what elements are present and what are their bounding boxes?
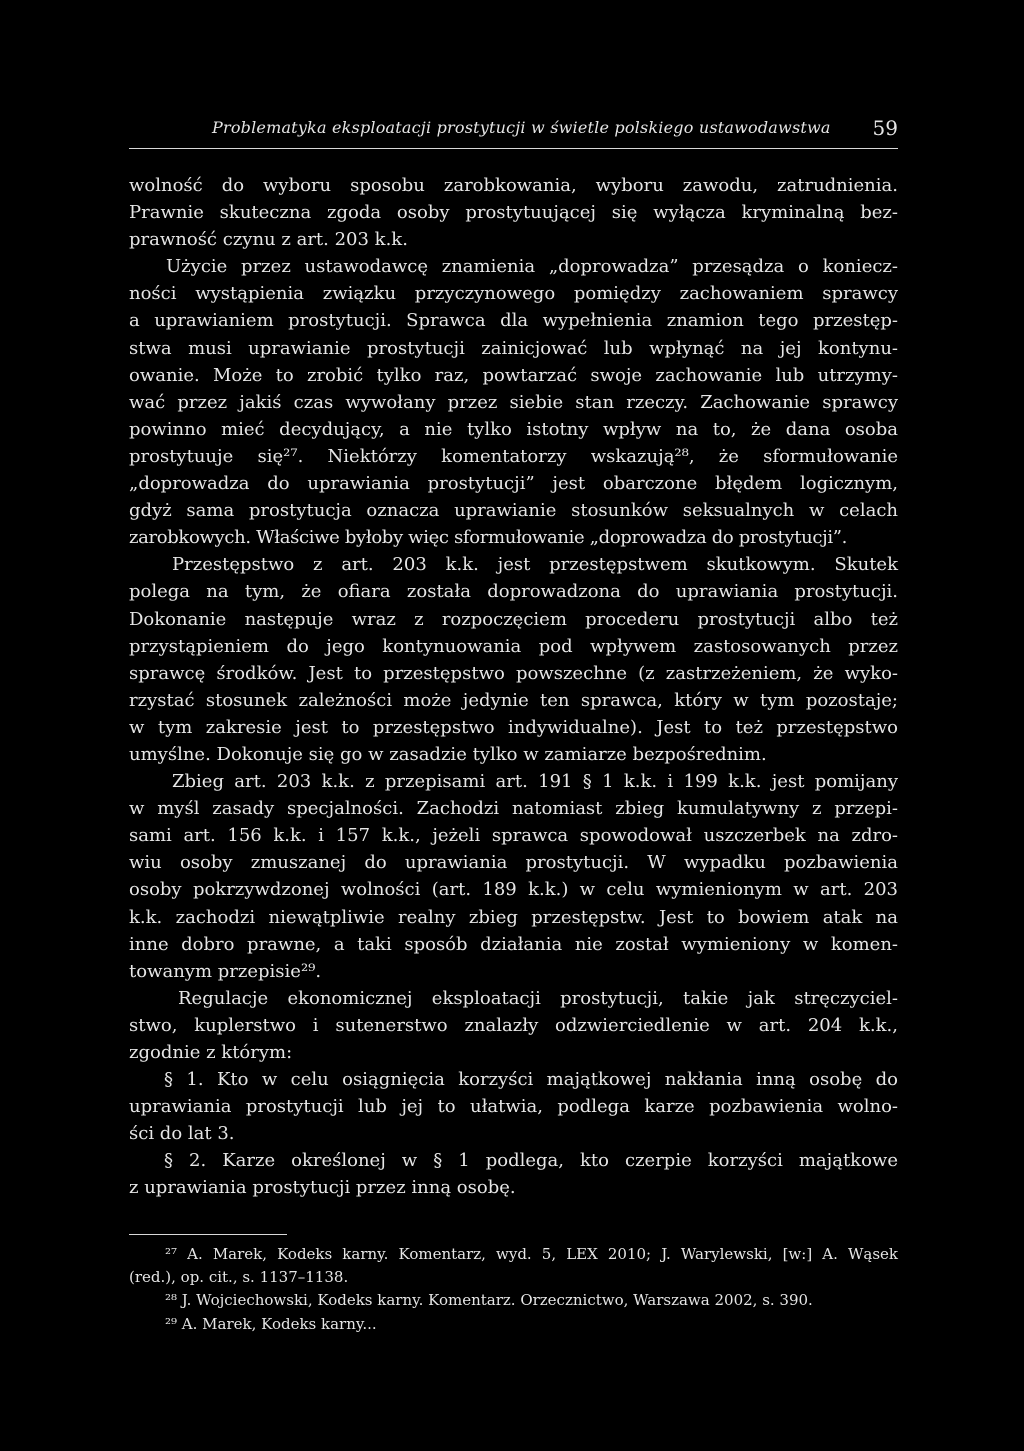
text-line: uprawiania prostytucji lub jej to ułatwia, podlega karze pozbawienia wolno- xyxy=(129,1096,898,1118)
text-line: towanym przepisie²⁹. xyxy=(129,960,322,982)
text-line: powinno mieć decydujący, a nie tylko istotny wpływ na to, że dana osoba xyxy=(129,418,898,440)
text-line: ności wystąpienia związku przyczynowego pomiędzy zachowaniem sprawcy xyxy=(129,283,898,305)
footnote-divider xyxy=(129,1234,287,1235)
text-line: zgodnie z którym: xyxy=(129,1042,293,1063)
text-line: a uprawianiem prostytucji. Sprawca dla wypełnienia znamion tego przestęp- xyxy=(129,310,898,332)
text-line: polega na tym, że ofiara została doprowadzona do uprawiania prostytucji. xyxy=(129,581,898,603)
text-line: wiu osoby zmuszanej do uprawiania prostytucji. W wypadku pozbawienia xyxy=(129,852,898,874)
text-line: ści do lat 3. xyxy=(129,1123,235,1145)
text-line: Przestępstwo z art. 203 k.k. jest przestępstwem skutkowym. Skutek xyxy=(172,554,898,576)
text-line: Zbieg art. 203 k.k. z przepisami art. 191 § 1 k.k. i 199 k.k. jest pomijany xyxy=(172,771,898,793)
page-number: 59 xyxy=(872,116,898,140)
footnote-line: ²⁹ A. Marek, Kodeks karny... xyxy=(165,1314,377,1333)
text-line: „doprowadza do uprawiania prostytucji” jest obarczone błędem logicznym, xyxy=(129,473,898,495)
text-line: umyślne. Dokonuje się go w zasadzie tylko w zamiarze bezpośrednim. xyxy=(129,743,767,765)
text-line: zarobkowych. Właściwe byłoby więc sformułowanie „doprowadza do prostytucji”. xyxy=(129,527,847,549)
text-line: § 2. Karze określonej w § 1 podlega, kto czerpie korzyści majątkowe xyxy=(164,1150,898,1172)
footnote-line: (red.), op. cit., s. 1137–1138. xyxy=(129,1268,349,1287)
text-line: Prawnie skuteczna zgoda osoby prostytuującej się wyłącza kryminalną bez- xyxy=(129,202,898,224)
text-line: Użycie przez ustawodawcę znamienia „doprowadza” przesądza o koniecz- xyxy=(166,256,898,278)
text-line: stwa musi uprawianie prostytucji zainicjować lub wpłynąć na jej kontynu- xyxy=(129,337,898,359)
text-line: wać przez jakiś czas wywołany przez siebie stan rzeczy. Zachowanie sprawcy xyxy=(129,391,898,413)
body-text xyxy=(129,172,898,1202)
text-line: wolność do wyboru sposobu zarobkowania, wyboru zawodu, zatrudnienia. xyxy=(129,175,898,196)
text-line: z uprawiania prostytucji przez inną osobę. xyxy=(129,1177,516,1199)
text-line: przystąpieniem do jego kontynuowania pod wpływem zastosowanych przez xyxy=(129,635,898,657)
text-line: owanie. Może to zrobić tylko raz, powtarzać swoje zachowanie lub utrzymy- xyxy=(129,364,898,386)
text-line: gdyż sama prostytucja oznacza uprawianie stosunków seksualnych w celach xyxy=(129,500,898,522)
footnote-line: ²⁸ J. Wojciechowski, Kodeks karny. Komentarz. Orzecznictwo, Warszawa 2002, s. 390. xyxy=(165,1291,813,1310)
text-line: rzystać stosunek zależności może jedynie ten sprawca, który w tym pozostaje; xyxy=(129,689,898,711)
text-line: w myśl zasady specjalności. Zachodzi natomiast zbieg kumulatywny z przepi- xyxy=(129,798,898,820)
text-line: inne dobro prawne, a taki sposób działania nie został wymieniony w komen- xyxy=(129,933,898,955)
text-line: sprawcę środków. Jest to przestępstwo powszechne (z zastrzeżeniem, że wyko- xyxy=(129,662,898,684)
text-line: osoby pokrzywdzonej wolności (art. 189 k.k.) w celu wymienionym w art. 203 xyxy=(129,879,898,901)
text-line: stwo, kuplerstwo i sutenerstwo znalazły odzwierciedlenie w art. 204 k.k., xyxy=(129,1014,898,1036)
footnotes xyxy=(129,1243,898,1336)
text-line: Regulacje ekonomicznej eksploatacji prostytucji, takie jak stręczyciel- xyxy=(178,987,898,1009)
running-title: Problematyka eksploatacji prostytucji w świetle polskiego ustawodawstwa xyxy=(212,118,831,137)
text-line: Dokonanie następuje wraz z rozpoczęciem procederu prostytucji albo też xyxy=(129,608,898,630)
text-line: w tym zakresie jest to przestępstwo indywidualne). Jest to też przestępstwo xyxy=(129,716,898,738)
footnote-line: ²⁷ A. Marek, Kodeks karny. Komentarz, wyd. 5, LEX 2010; J. Warylewski, [w:] A. Wąsek xyxy=(165,1245,898,1263)
text-line: sami art. 156 k.k. i 157 k.k., jeżeli sprawca spowodował uszczerbek na zdro- xyxy=(129,825,898,847)
text-line: prawność czynu z art. 203 k.k. xyxy=(129,229,408,251)
running-header xyxy=(129,112,898,149)
text-line: prostytuuje się²⁷. Niektórzy komentatorzy wskazują²⁸, że sformułowanie xyxy=(129,445,898,467)
text-line: k.k. zachodzi niewątpliwie realny zbieg przestępstw. Jest to bowiem atak na xyxy=(129,906,898,928)
text-line: § 1. Kto w celu osiągnięcia korzyści majątkowej nakłania inną osobę do xyxy=(164,1069,898,1091)
